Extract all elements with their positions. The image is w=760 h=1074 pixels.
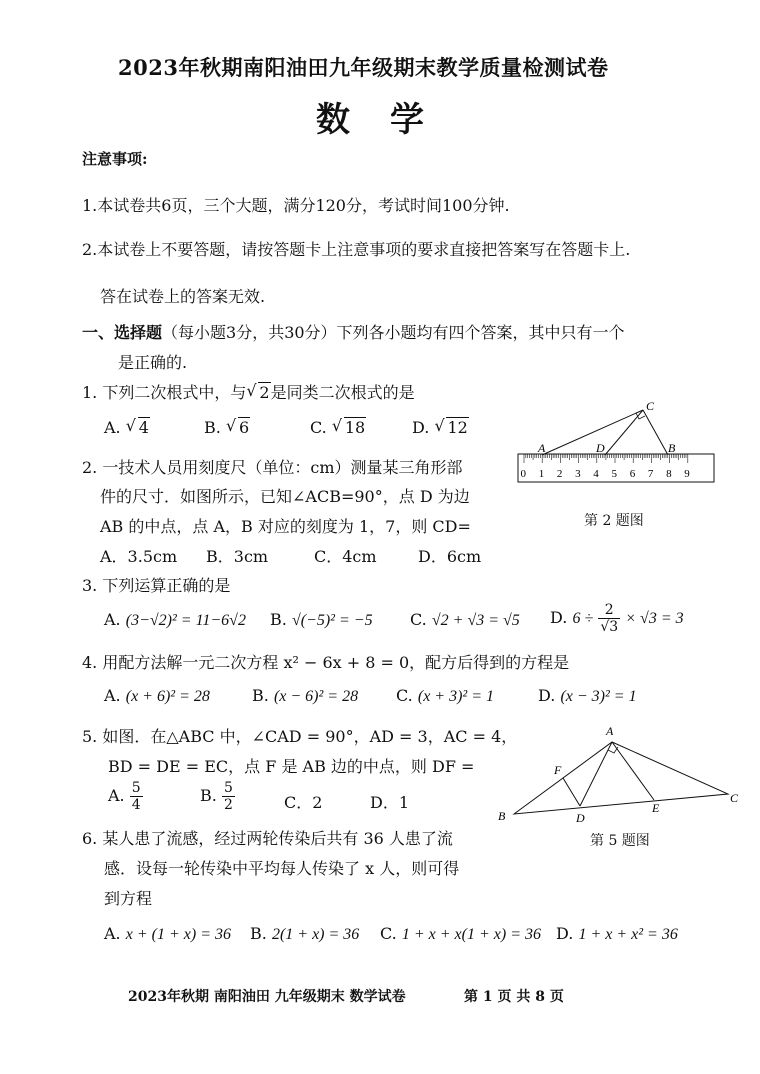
question-2-option-c: C．4cm — [314, 547, 377, 566]
notice-heading: 注意事项: — [82, 150, 148, 168]
question-text: 是同类二次根式的是 — [270, 383, 415, 402]
numerator: 5 — [223, 780, 233, 796]
point-e-label: E — [652, 801, 660, 815]
question-6-line-1 — [82, 826, 453, 849]
question-4-option-c — [396, 686, 494, 706]
radical — [226, 418, 250, 437]
fraction — [130, 780, 143, 813]
question-2-option-a: A．3.5cm — [100, 547, 178, 566]
point-a-label: A — [606, 724, 614, 738]
option-expression: 6 ÷ — [572, 610, 594, 627]
question-6-option-a — [104, 924, 231, 944]
option-label: B. — [250, 924, 267, 943]
point-b-label: B — [498, 809, 506, 823]
ruler-label: 9 — [684, 468, 690, 480]
option-expression: (x + 6)² = 28 — [125, 688, 210, 705]
question-6-option-b — [250, 924, 359, 944]
ruler-ticks — [524, 454, 688, 463]
numerator: 2 — [598, 602, 620, 619]
denominator: √3 — [600, 619, 619, 635]
point-c-label: C — [646, 399, 655, 413]
option-label: C. — [396, 686, 413, 705]
option-expression: × √3 = 3 — [625, 610, 684, 627]
right-angle-mark — [636, 413, 645, 419]
option-expression: 1 + x + x² = 36 — [578, 926, 678, 943]
question-number: 2. — [82, 458, 98, 477]
question-2-option-d: D．6cm — [418, 547, 482, 566]
ruler-label: 8 — [666, 468, 672, 480]
question-2-figure — [510, 398, 722, 488]
notice-item-2-cont: 答在试卷上的答案无效. — [100, 287, 266, 306]
question-5-figure — [494, 722, 746, 828]
option-expression: √(−5)² = −5 — [291, 612, 373, 629]
option-expression: (3−√2)² = 11−6√2 — [125, 612, 246, 629]
question-text: 下列二次根式中，与 — [102, 383, 247, 402]
ruler-label: 2 — [556, 468, 563, 480]
question-4-option-b — [252, 686, 358, 706]
question-5-line-2: BD = DE = EC，点 F 是 AB 边的中点，则 DF = — [108, 757, 475, 776]
ruler-label: 5 — [611, 468, 617, 480]
option-expression: 2(1 + x) = 36 — [271, 926, 360, 943]
question-6-option-c — [380, 924, 541, 944]
option-expression: (x + 3)² = 1 — [417, 688, 495, 705]
question-5-option-a — [108, 780, 143, 813]
question-3-stem — [82, 573, 230, 596]
question-number: 5. — [82, 727, 98, 746]
option-label: D. — [556, 924, 574, 943]
ruler-labels — [521, 468, 691, 480]
option-label: D. — [412, 418, 430, 437]
option-label: A. — [104, 686, 121, 705]
section-heading — [82, 320, 625, 343]
radicand: 4 — [138, 418, 149, 437]
footer-page-number: 第 1 页 共 8 页 — [464, 989, 564, 1005]
option-label: A. — [104, 418, 121, 437]
question-text: 下列运算正确的是 — [102, 576, 231, 595]
question-3-option-d — [550, 602, 684, 635]
radicand: 2 — [259, 383, 270, 402]
segment-ac — [542, 410, 643, 455]
question-text: 一技术人员用刻度尺（单位：cm）测量某三角形部 — [102, 458, 463, 477]
option-label: A. — [104, 610, 121, 629]
point-a-label: A — [538, 441, 546, 455]
question-5-line-1 — [82, 724, 517, 747]
option-expression: (x − 3)² = 1 — [560, 688, 637, 705]
option-expression: 1 + x + x(1 + x) = 36 — [401, 926, 542, 943]
ruler-label: 7 — [647, 468, 654, 480]
radical — [126, 418, 150, 437]
question-6-option-d — [556, 924, 678, 944]
question-3-option-a — [104, 610, 246, 630]
question-2-line-1 — [82, 455, 463, 478]
question-2-line-3: AB 的中点，点 A，B 对应的刻度为 1，7，则 CD= — [100, 517, 471, 536]
fraction — [222, 780, 235, 813]
option-label: D. — [538, 686, 556, 705]
option-label: C. — [310, 418, 327, 437]
section-desc-cont: 是正确的. — [118, 353, 188, 372]
option-label: D. — [550, 608, 568, 627]
option-expression: (x − 6)² = 28 — [273, 688, 359, 705]
option-label: A. — [104, 924, 121, 943]
radicand: 12 — [447, 418, 468, 437]
section-label: 一、选择题 — [82, 323, 163, 342]
question-1-stem — [82, 380, 415, 403]
option-label: B. — [200, 786, 217, 805]
question-5-option-d: D．1 — [370, 793, 410, 812]
question-3-option-c — [410, 610, 520, 630]
segment-ae — [612, 742, 654, 800]
ruler-label: 4 — [593, 468, 599, 480]
point-d-label: D — [596, 441, 605, 455]
question-5-caption: 第 5 题图 — [590, 833, 650, 849]
denominator: 4 — [131, 797, 141, 813]
question-4-option-d — [538, 686, 637, 706]
question-text: 用配方法解一元二次方程 x² − 6x + 8 = 0，配方后得到的方程是 — [102, 653, 570, 672]
question-2-caption: 第 2 题图 — [584, 513, 644, 529]
radicand: 18 — [344, 418, 366, 437]
question-1-option-a — [104, 418, 150, 437]
option-label: C. — [380, 924, 397, 943]
segment-cb — [643, 410, 668, 455]
question-6-line-2: 感．设每一轮传染中平均每人传染了 x 人，则可得 — [104, 859, 460, 878]
option-label: B. — [204, 418, 221, 437]
triangle-abc — [514, 742, 728, 814]
notice-item-2: 2.本试卷上不要答题，请按答题卡上注意事项的要求直接把答案写在答题卡上. — [82, 240, 631, 259]
question-1-option-b — [204, 418, 250, 437]
radicand: 6 — [238, 418, 250, 437]
numerator: 5 — [131, 780, 141, 796]
question-6-line-3: 到方程 — [104, 889, 153, 908]
question-number: 3. — [82, 576, 98, 595]
option-expression: √2 + √3 = √5 — [431, 612, 520, 629]
segment-cd — [605, 410, 643, 455]
denominator: 2 — [223, 797, 233, 813]
question-3-option-b — [270, 610, 373, 630]
segment-df — [563, 778, 580, 806]
radical — [246, 383, 270, 402]
point-c-label: C — [730, 791, 739, 805]
section-desc: （每小题3分，共30分）下列各小题均有四个答案，其中只有一个 — [162, 323, 625, 342]
notice-item-1: 1.本试卷共6页，三个大题，满分120分，考试时间100分钟. — [82, 196, 510, 215]
question-1-option-c — [310, 418, 366, 437]
question-1-option-d — [412, 418, 469, 437]
question-4-option-a — [104, 686, 210, 706]
question-text: 某人患了流感，经过两轮传染后共有 36 人患了流 — [102, 829, 453, 848]
option-expression: x + (1 + x) = 36 — [125, 926, 231, 943]
option-label: B. — [270, 610, 287, 629]
ruler-label: 1 — [538, 468, 545, 480]
question-2-option-b: B．3cm — [206, 547, 269, 566]
paper-title: 2023年秋期南阳油田九年级期末教学质量检测试卷 — [118, 55, 609, 80]
question-2-line-2: 件的尺寸．如图所示，已知∠ACB=90°，点 D 为边 — [100, 487, 470, 506]
ruler-label: 6 — [629, 468, 636, 480]
point-f-label: F — [554, 763, 562, 777]
question-5-option-c: C．2 — [284, 793, 323, 812]
radical — [434, 418, 468, 437]
question-number: 4. — [82, 653, 98, 672]
question-4-stem — [82, 650, 569, 673]
question-number: 1. — [82, 383, 98, 402]
ruler-label: 3 — [575, 468, 581, 480]
question-number: 6. — [82, 829, 98, 848]
radical — [332, 418, 366, 437]
question-5-option-b — [200, 780, 235, 813]
fraction — [598, 602, 620, 635]
segment-ad — [580, 742, 612, 806]
option-label: C. — [410, 610, 427, 629]
question-text: 如图．在△ABC 中，∠CAD = 90°，AD = 3，AC = 4， — [102, 727, 518, 746]
option-label: A. — [108, 786, 125, 805]
ruler-label: 0 — [520, 468, 526, 480]
footer-title: 2023年秋期 南阳油田 九年级期末 数学试卷 — [128, 989, 406, 1005]
option-label: B. — [252, 686, 269, 705]
subject-title: 数学 — [316, 100, 464, 140]
point-b-label: B — [668, 441, 676, 455]
point-d-label: D — [576, 811, 585, 825]
